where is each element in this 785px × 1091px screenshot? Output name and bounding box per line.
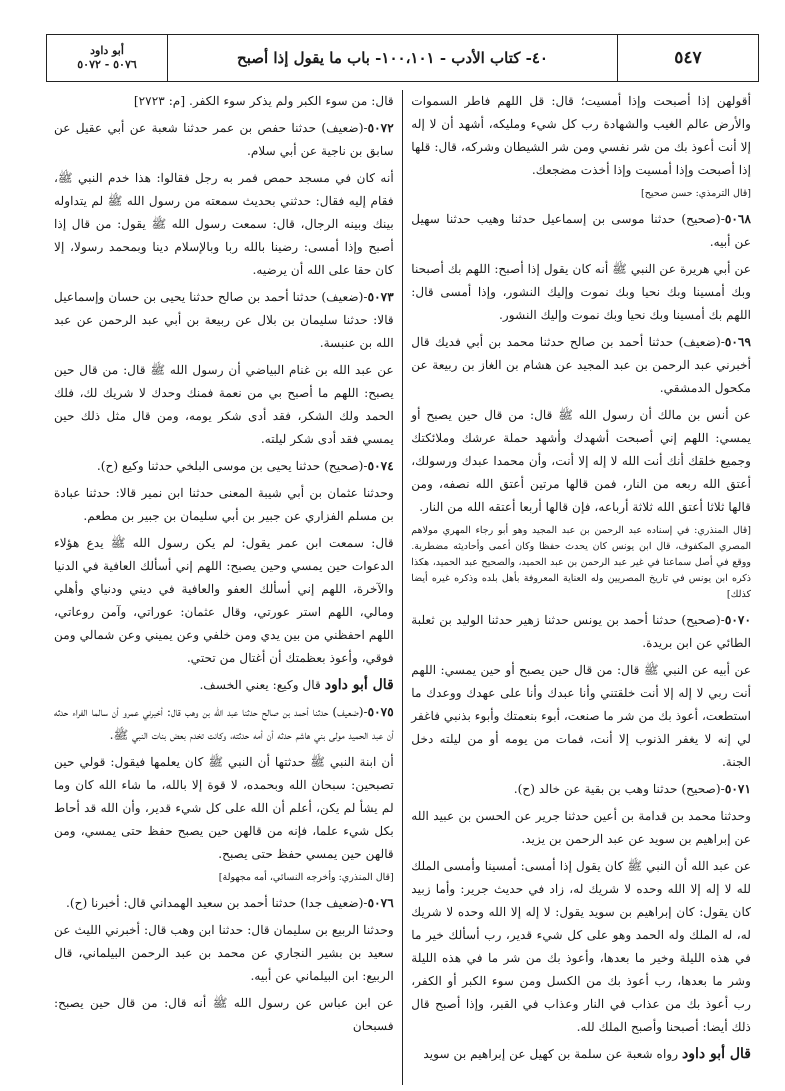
text-columns xyxy=(46,90,759,1085)
hadith-text xyxy=(411,855,751,1039)
hadith-range: ٥٠٧٦ - ٥٠٧٢ xyxy=(77,58,137,71)
chapter-title: ٤٠- كتاب الأدب - ١٠٠،١٠١- باب ما يقول إذا أصبح xyxy=(167,35,617,81)
hadith-number: ٥٠٦٩ xyxy=(724,335,751,349)
paragraph-text: عن عبد الله أن النبي ﷺ كان يقول إذا أمسى: أمسينا وأمسى الملك لله لا إله إلا الله وحده لا شريك له، زاد في حديث جرير: وأما زبيد كان يقول: كان إبراهيم بن سويد يقول: لا إله إلا الله وحده لا شريك له، له الملك وله الحمد وهو على كل شيء قدير، رب أسألك خير ما في هذه الليلة وخير ما بعدها، وأعوذ بك من شر ما في هذه الليلة وشر ما بعدها، رب أعوذ بك من الكسل ومن سوء الكبر أو الكفر، رب أعوذ بك من عذاب في النار وعذاب في القبر، وإذا أصبح قال ذلك أيضا: أصبحنا وأصبح الملك لله. xyxy=(411,859,751,1034)
hadith-text xyxy=(411,258,751,327)
paragraph-text: -(صحيح) حدثنا أحمد بن يونس حدثنا زهير حدثنا الوليد بن ثعلبة الطائي عن ابن بريدة. xyxy=(411,613,751,650)
hadith-text xyxy=(411,90,751,182)
hadith-number: ٥٠٦٨ xyxy=(724,212,751,226)
comment-text: قال وكيع: يعني الخسف. xyxy=(199,678,325,692)
hadith-number: ٥٠٧٠ xyxy=(724,613,751,627)
hadith-text xyxy=(54,167,394,282)
hadith-number: ٥٠٧١ xyxy=(724,782,751,796)
paragraph-text: وحدثنا عثمان بن أبي شيبة المعنى حدثنا ابن نمير قالا: حدثنا عبادة بن مسلم الفزاري عن جبير بن أبي سليمان بن جبير بن مطعم. xyxy=(54,486,394,523)
hadith-text xyxy=(54,532,394,670)
hadith-number: ٥٠٧٥ xyxy=(367,705,394,719)
comment-text: رواه شعبة عن سلمة بن كهيل عن إبراهيم بن سويد xyxy=(423,1047,682,1061)
source-note: [قال المنذري: وأخرجه النسائي، أمه مجهولة] xyxy=(218,872,394,883)
hadith-isnad xyxy=(54,117,394,163)
hadith-text xyxy=(54,90,394,113)
book-name: أبو داود xyxy=(90,44,124,57)
paragraph-text: عن ابن عباس عن رسول الله ﷺ أنه قال: من قال حين يصبح: فسبحان xyxy=(54,996,394,1033)
hadith-isnad xyxy=(54,455,394,478)
paragraph-text: عن أبيه عن النبي ﷺ قال: من قال حين يصبح أو حين يمسي: اللهم أنت ربي لا إله إلا أنت خلقتني وأنا عبدك وأنا على عهدك ووعدك ما استطعت، أعوذ بك من شر ما صنعت، أبوء بنعمتك وأبوء بذنبي فاغفر لي إنه لا يغفر الذنوب إلا أنت، فمات من يومه أو من ليلته دخل الجنة. xyxy=(411,663,751,769)
author-comment xyxy=(54,674,394,697)
hadith-isnad xyxy=(54,286,394,355)
hadith-number: ٥٠٧٦ xyxy=(367,896,394,910)
paragraph-text: -(ضعيف) حدثنا أحمد بن صالح حدثنا يحيى بن حسان وإسماعيل قالا: حدثنا سليمان بن بلال عن ربيعة بن أبي عبد الرحمن عن عبد الله بن عنبسة. xyxy=(54,290,394,350)
hadith-text xyxy=(54,359,394,451)
paragraph-text: عن عبد الله بن غنام البياضي أن رسول الله ﷺ قال: من قال حين يصبح: اللهم ما أصبح بي من نعمة فمنك وحدك لا شريك لك، فلك الحمد ولك الشكر، فقد أدى شكر يومه، ومن قال مثل ذلك حين يمسي فقد أدى شكر ليلته. xyxy=(54,363,394,446)
hadith-isnad xyxy=(411,778,751,801)
paragraph-text: عن أبي هريرة عن النبي ﷺ أنه كان يقول إذا أصبح: اللهم بك أصبحنا وبك أمسينا وبك نحيا وبك نموت وإليك النشور، وإذا أمسى قال: اللهم بك أمسينا وبك نحيا وبك نموت وإليك النشور. xyxy=(411,262,751,322)
hadith-text xyxy=(54,992,394,1038)
hadith-isnad xyxy=(54,701,394,747)
hadith-isnad xyxy=(411,208,751,254)
paragraph-text: -(صحيح) حدثنا وهب بن بقية عن خالد (ح). xyxy=(513,782,725,796)
hadith-text xyxy=(411,404,751,519)
paragraph-text: -(ضعيف) حدثنا أحمد بن صالح حدثنا محمد بن أبي فديك قال أخبرني عبد الرحمن بن عبد المجيد عن هشام بن الغاز بن ربيعة عن مكحول الدمشقي. xyxy=(411,335,751,395)
paragraph-text: عن أنس بن مالك أن رسول الله ﷺ قال: من قال حين يصبح أو يمسي: اللهم إني أصبحت أشهدك وأشهد حملة عرشك وملائكتك وجميع خلقك أنك أنت الله لا إله إلا أنت، وأن محمدا عبدك ورسولك، أعتق الله ربعه من النار، فمن قالها مرتين أعتق الله نصفه، ومن قالها ثلاثا أعتق الله ثلاثة أرباعه، فإن قالها أربعا أعتقه الله من النار. xyxy=(411,408,751,514)
hadith-text xyxy=(411,659,751,774)
hadith-number: ٥٠٧٣ xyxy=(367,290,394,304)
paragraph-text: قال: سمعت ابن عمر يقول: لم يكن رسول الله ﷺ يدع هؤلاء الدعوات حين يمسي وحين يصبح: اللهم إني أسألك العافية في الدنيا والآخرة، اللهم إني أسألك العفو والعافية في ديني ودنياي وأهلي ومالي، اللهم استر عورتي، وقال عثمان: عوراتي، وآمن روعاتي، اللهم احفظني من بين يدي ومن خلفي وعن يميني وعن شمالي ومن فوقي، وأعوذ بعظمتك أن أغتال من تحتي. xyxy=(54,536,394,665)
paragraph-text: وحدثنا الربيع بن سليمان قال: حدثنا ابن وهب قال: أخبرني الليث عن سعيد بن بشير النجاري عن محمد بن عبد الرحمن البيلماني، قال الربيع: ابن البيلماني عن أبيه. xyxy=(54,923,394,983)
hadith-text xyxy=(54,751,394,866)
page-number: ٥٤٧ xyxy=(617,35,758,81)
left-column xyxy=(46,90,402,1085)
page-header xyxy=(46,34,759,82)
hadith-reference xyxy=(47,35,167,81)
right-column xyxy=(403,90,759,1085)
author-comment xyxy=(411,1043,751,1066)
paragraph-text: -(ضعيف) حدثنا حفص بن عمر حدثنا شعبة عن أبي عقيل عن سابق بن ناجية عن أبي سلام. xyxy=(54,121,394,158)
paragraph-text: -(صحيح) حدثنا يحيى بن موسى البلخي حدثنا وكيع (ح). xyxy=(96,459,368,473)
hadith-isnad xyxy=(411,331,751,400)
paragraph-text: -(ضعيف جدا) حدثنا أحمد بن سعيد الهمداني قال: أخبرنا (ح). xyxy=(66,896,368,910)
comment-label: قال أبو داود xyxy=(681,1046,751,1062)
hadith-number: ٥٠٧٤ xyxy=(367,459,394,473)
paragraph-text: أقولهن إذا أصبحت وإذا أمسيت؛ قال: قل اللهم فاطر السموات والأرض عالم الغيب والشهادة رب كل شيء ومليكه، أشهد أن لا إله إلا أنت أعوذ بك من شر نفسي ومن شر الشيطان وشركه، قال: قلها إذا أصبحت وإذا أمسيت وإذا أخذت مضجعك. xyxy=(411,94,751,177)
hadith-text xyxy=(54,482,394,528)
source-note: [قال الترمذي: حسن صحيح] xyxy=(641,188,751,199)
source-note: [قال المنذري: في إسناده عبد الرحمن بن عبد المجيد وهو أبو رجاء المهري مولاهم المصري المكفوف، قال ابن يونس كان يحدث حفظا وكان أعمى وأحاديثه مضطربة. ووقع في أصل سماعنا في غير عبد الرحمن بن عبد الحميد، والصحيح عبد الحميد، هكذا ذكره ابن يونس في تاريخ المصريين وله العناية المعروفة بأهل بلده وذكره غيره أيضا كذلك] xyxy=(411,525,751,600)
hadith-number: ٥٠٧٢ xyxy=(367,121,394,135)
paragraph-text: أن ابنة النبي ﷺ حدثتها أن النبي ﷺ كان يعلمها فيقول: قولي حين تصبحين: سبحان الله وبحمده، لا قوة إلا بالله، ما شاء الله كان وما لم يشأ لم يكن، أعلم أن الله على كل شيء قدير، وأن الله قد أحاط بكل شيء علما، فإنه من قالهن حين يصبح حفظ حتى يمسي، ومن قالهن حين يمسي حفظ حتى يصبح. xyxy=(54,755,394,861)
hadith-isnad xyxy=(411,609,751,655)
paragraph-text: -(صحيح) حدثنا موسى بن إسماعيل حدثنا وهيب حدثنا سهيل عن أبيه. xyxy=(411,212,751,249)
column-divider xyxy=(402,90,404,1085)
paragraph-text: وحدثنا محمد بن قدامة بن أعين حدثنا جرير عن الحسن بن عبيد الله عن إبراهيم بن سويد عن عبد الرحمن بن يزيد. xyxy=(411,809,751,846)
hadith-text xyxy=(411,805,751,851)
hadith-isnad xyxy=(54,892,394,915)
paragraph-text: قال: من سوء الكبر ولم يذكر سوء الكفر. [م: ٢٧٢٣] xyxy=(133,94,394,108)
paragraph-text: أنه كان في مسجد حمص فمر به رجل فقالوا: هذا خدم النبي ﷺ، فقام إليه فقال: حدثني بحديث سمعته من رسول الله ﷺ لم يتداوله بينك وبينه الرجال، قال: سمعت رسول الله ﷺ يقول: من قال إذا أصبح وإذا أمسى: رضينا بالله ربا وبالإسلام دينا وبمحمد رسولا، إلا كان حقا على الله أن يرضيه. xyxy=(54,171,394,277)
comment-label: قال أبو داود xyxy=(324,677,394,693)
hadith-text xyxy=(54,919,394,988)
paragraph-text: -(ضعيف) حدثنا أحمد بن صالح حدثنا عبد الله بن وهب قال: أخبرني عمرو أن سالما الفراء حدثه أن عبد الحميد مولى بني هاشم حدثه أن أمه حدثته، وكانت تخدم بعض بنات النبي ﷺ. xyxy=(54,705,394,742)
